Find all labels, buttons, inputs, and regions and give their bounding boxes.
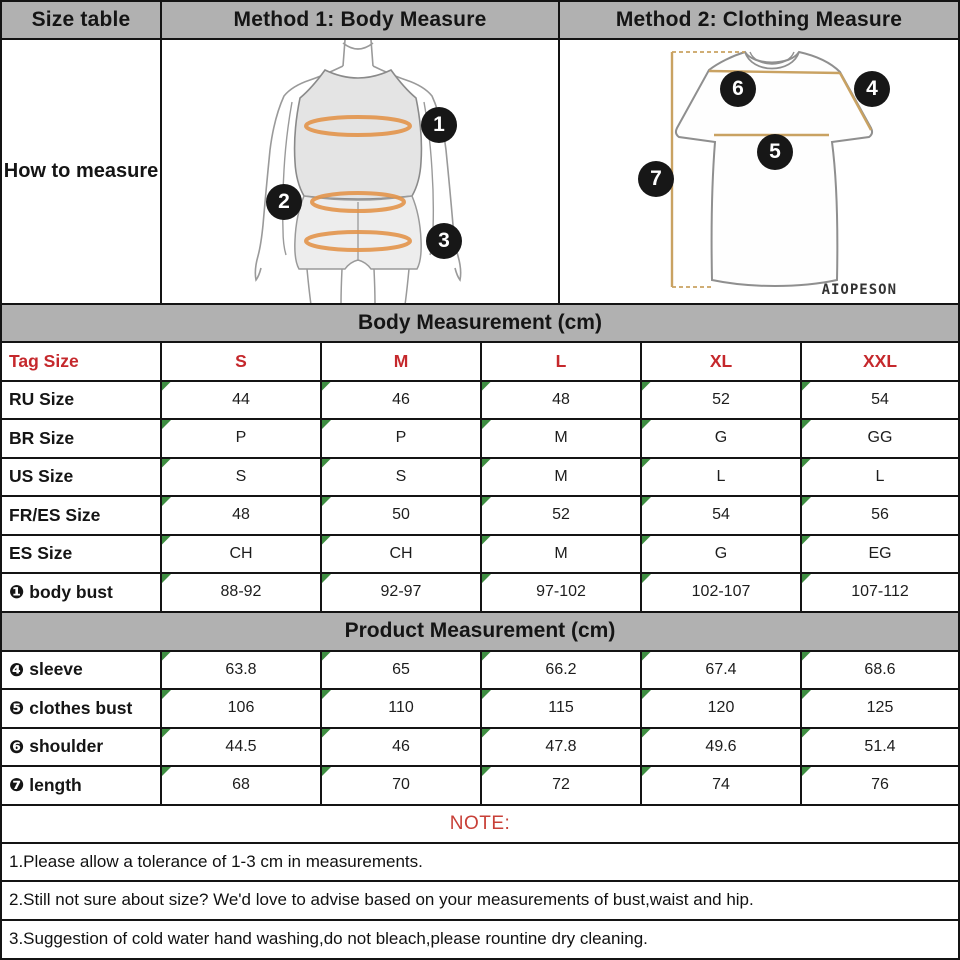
size-cell: 48 [162,497,322,534]
table-row-length [2,767,958,806]
size-cell: 68.6 [802,652,958,689]
col-header-m: M [322,343,482,380]
size-cell: 88-92 [162,574,322,611]
size-cell: 52 [482,497,642,534]
body-figure-panel [162,40,560,303]
size-cell: 68 [162,767,322,804]
size-cell: 65 [322,652,482,689]
clothing-figure-panel [560,40,958,303]
table-row-body-bust [2,574,958,613]
table-row-us-size [2,459,958,498]
method1-header: Method 1: Body Measure [162,2,560,38]
table-row-ru-size [2,382,958,421]
col-header-xl: XL [642,343,802,380]
size-cell: 70 [322,767,482,804]
marker-6-badge: 6 [720,71,756,107]
size-cell: 54 [802,382,958,419]
size-cell: G [642,420,802,457]
col-header-l: L [482,343,642,380]
size-cell: 102-107 [642,574,802,611]
size-cell: 110 [322,690,482,727]
size-cell: M [482,536,642,573]
size-cell: 125 [802,690,958,727]
size-cell: M [482,420,642,457]
size-cell: 72 [482,767,642,804]
body-bust-label-cell [2,574,162,611]
body-figure-illustration [162,40,560,303]
table-row-es-size [2,536,958,575]
us-size-label: US Size [2,459,162,496]
size-cell: 48 [482,382,642,419]
note-title: NOTE: [2,806,958,844]
size-cell: 47.8 [482,729,642,766]
marker-1-badge: 1 [421,107,457,143]
circled-6-icon: ❻ [9,736,25,757]
shoulder-label: shoulder [29,736,104,757]
length-label: length [29,774,82,795]
size-cell: 97-102 [482,574,642,611]
size-cell: S [322,459,482,496]
clothing-figure-illustration [560,40,958,303]
product-measurement-title: Product Measurement (cm) [2,613,958,652]
size-cell: 44.5 [162,729,322,766]
size-cell: 74 [642,767,802,804]
size-cell: 76 [802,767,958,804]
shoulder-label-cell [2,729,162,766]
size-cell: CH [322,536,482,573]
size-cell: L [802,459,958,496]
circled-1-icon: ❶ [9,582,25,603]
table-row-fres-size [2,497,958,536]
size-cell: 54 [642,497,802,534]
brand-text: AIOPESON [821,282,897,298]
size-cell: P [322,420,482,457]
how-to-measure-cell: How to measure [2,40,162,303]
body-measurement-title: Body Measurement (cm) [2,305,958,343]
clothes-bust-label-cell [2,690,162,727]
size-table-header: Size table [2,2,162,38]
size-cell: S [162,459,322,496]
size-cell: 51.4 [802,729,958,766]
fres-size-label: FR/ES Size [2,497,162,534]
size-cell: 49.6 [642,729,802,766]
size-cell: CH [162,536,322,573]
size-cell: 120 [642,690,802,727]
size-cell: 66.2 [482,652,642,689]
br-size-label: BR Size [2,420,162,457]
note-item-2: 2.Still not sure about size? We'd love to advise based on your measurements of bust,waist and hip. [2,882,958,921]
marker-4-badge: 4 [854,71,890,107]
table-row-shoulder [2,729,958,768]
note-item-1: 1.Please allow a tolerance of 1-3 cm in measurements. [2,844,958,883]
size-cell: 92-97 [322,574,482,611]
tag-size-row [2,343,958,382]
size-cell: 56 [802,497,958,534]
top-header-row [2,2,958,40]
marker-2-badge: 2 [266,184,302,220]
table-row-clothes-bust [2,690,958,729]
col-header-s: S [162,343,322,380]
circled-5-icon: ❺ [9,698,25,719]
clothes-bust-label: clothes bust [29,697,133,718]
size-cell: 50 [322,497,482,534]
table-row-br-size [2,420,958,459]
size-cell: 106 [162,690,322,727]
circled-7-icon: ❼ [9,775,25,796]
length-label-cell [2,767,162,804]
size-cell: M [482,459,642,496]
note-item-3: 3.Suggestion of cold water hand washing,do not bleach,please rountine dry cleaning. [9,929,648,949]
tag-size-header: Tag Size [2,343,162,380]
size-cell: P [162,420,322,457]
table-row-sleeve [2,652,958,691]
marker-5-badge: 5 [757,134,793,170]
size-cell: EG [802,536,958,573]
size-cell: 44 [162,382,322,419]
circled-4-icon: ❹ [9,659,25,680]
size-cell: 52 [642,382,802,419]
marker-7-badge: 7 [638,161,674,197]
size-cell: 107-112 [802,574,958,611]
body-bust-label: body bust [29,581,113,602]
col-header-xxl: XXL [802,343,958,380]
size-cell: 67.4 [642,652,802,689]
size-cell: 46 [322,729,482,766]
size-cell: L [642,459,802,496]
sleeve-label: sleeve [29,659,83,680]
es-size-label: ES Size [2,536,162,573]
size-cell: 46 [322,382,482,419]
method2-header: Method 2: Clothing Measure [560,2,958,38]
size-cell: 115 [482,690,642,727]
marker-3-badge: 3 [426,223,462,259]
size-cell: 63.8 [162,652,322,689]
figures-row [2,40,958,305]
ru-size-label: RU Size [2,382,162,419]
size-cell: G [642,536,802,573]
size-cell: GG [802,420,958,457]
sleeve-label-cell [2,652,162,689]
